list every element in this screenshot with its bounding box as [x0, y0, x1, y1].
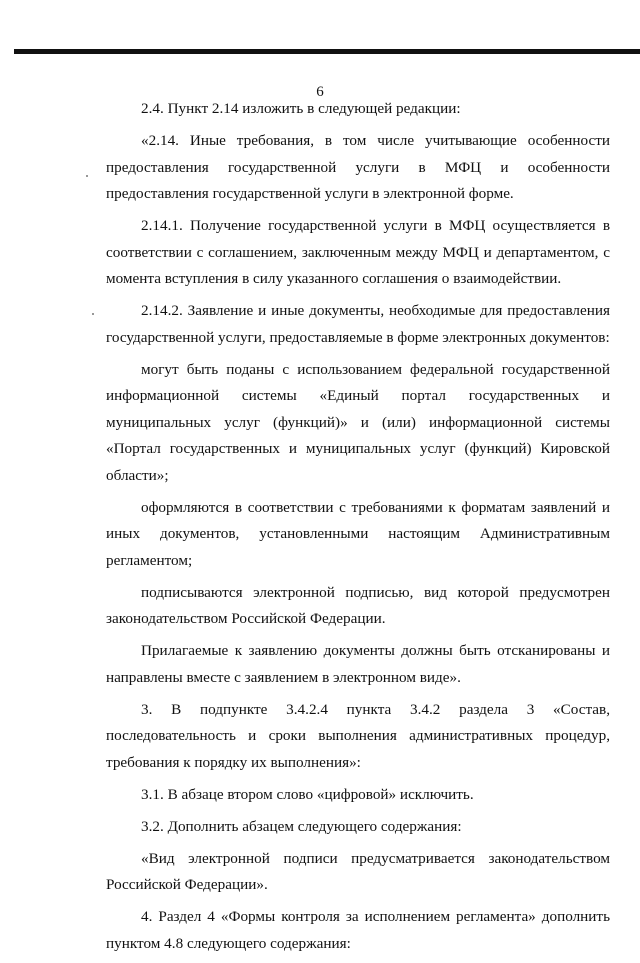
- paragraph: 3.2. Дополнить абзацем следующего содержания:: [141, 817, 462, 835]
- paragraph: «2.14. Иные требования, в том числе учитывающие особенности предоставления государственной услуги в МФЦ и особенности предоставления государственной услуги в электронной форме.: [106, 132, 610, 202]
- document-body: [106, 96, 610, 963]
- paragraph: подписываются электронной подписью, вид которой предусмотрен законодательством Российской Федерации.: [106, 583, 610, 627]
- paragraph: 2.4. Пункт 2.14 изложить в следующей редакции:: [141, 100, 461, 117]
- paragraph: 2.14.1. Получение государственной услуги в МФЦ осуществляется в соответствии с соглашением, заключенным между МФЦ и департаментом, с момента вступления в силу указанного соглашения о взаимодействии.: [106, 217, 610, 287]
- paragraph: Прилагаемые к заявлению документы должны быть отсканированы и направлены вместе с заявлением в электронном виде».: [106, 642, 610, 686]
- paragraph: 3. В подпункте 3.4.2.4 пункта 3.4.2 раздела 3 «Состав, последовательность и сроки выполнения административных процедур, требования к порядку их выполнения»:: [106, 700, 610, 771]
- scan-speck: [92, 313, 94, 315]
- top-border-line: [14, 49, 640, 54]
- scan-speck: [86, 175, 88, 177]
- paragraph: «Вид электронной подписи предусматривается законодательством Российской Федерации».: [106, 849, 610, 893]
- paragraph: могут быть поданы с использованием федеральной государственной информационной системы «Единый портал государственных и муниципальных услуг (функций)» и (или) информационной системы «Портал государственных и муниципальных услуг (функций) Кировской области»;: [106, 360, 610, 484]
- paragraph: 3.1. В абзаце втором слово «цифровой» исключить.: [141, 785, 474, 803]
- paragraph: оформляются в соответствии с требованиями к форматам заявлений и иных документов, установленными настоящим Административным регламентом;: [106, 498, 610, 569]
- paragraph: 2.14.2. Заявление и иные документы, необходимые для предоставления государственной услуги, предоставляемые в форме электронных документов:: [106, 302, 610, 346]
- page-number: 6: [316, 84, 324, 100]
- paragraph: 4. Раздел 4 «Формы контроля за исполнением регламента» дополнить пунктом 4.8 следующего содержания:: [106, 908, 610, 952]
